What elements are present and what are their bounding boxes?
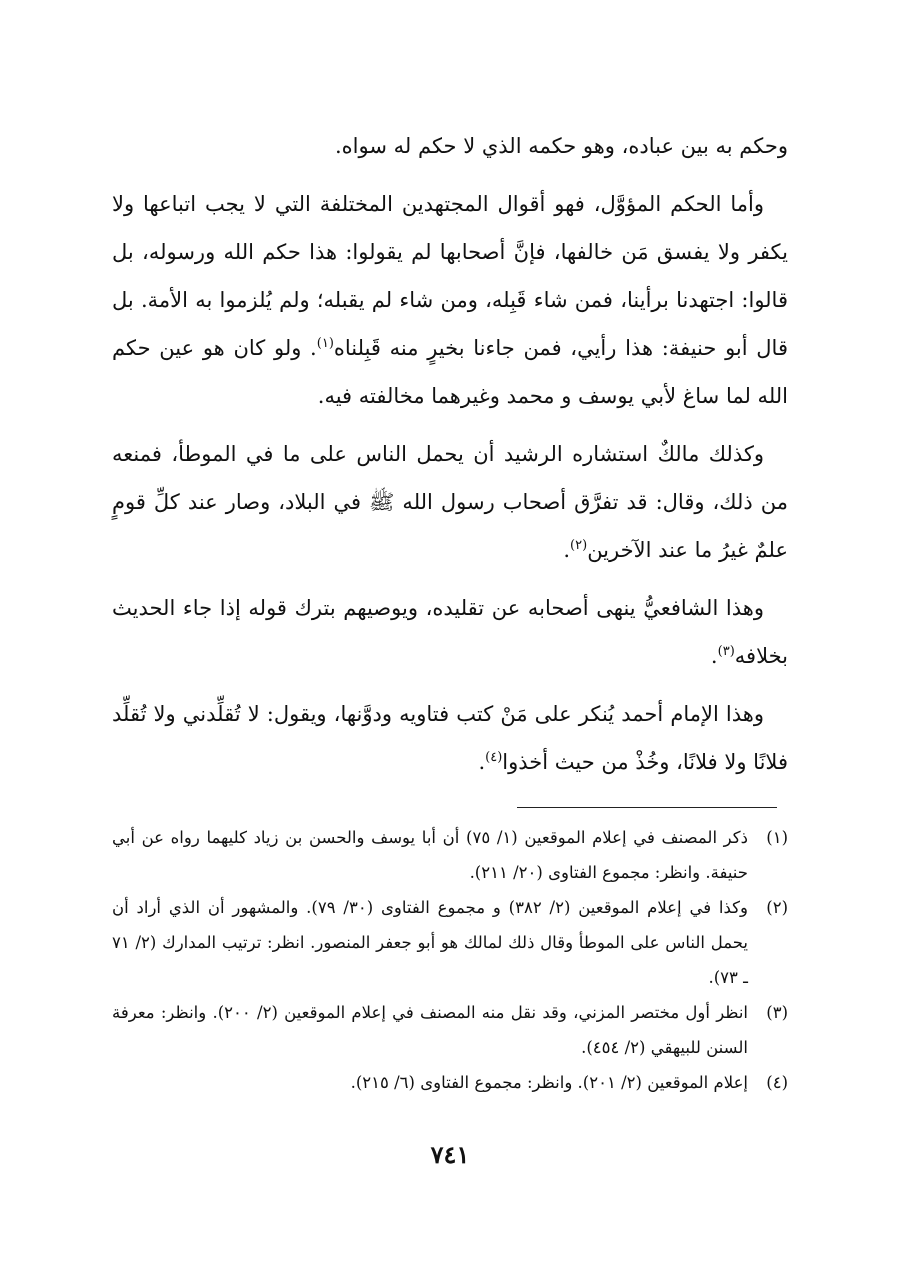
footnote-1 [112, 820, 788, 890]
footnote-number: (٣) [766, 1003, 788, 1022]
footnote-number: (٢) [766, 898, 788, 917]
paragraph-1 [112, 122, 788, 170]
paragraph-4 [112, 584, 788, 680]
footnote-number: (٤) [766, 1073, 788, 1092]
footnote-text: انظر أول مختصر المزني، وقد نقل منه المصنف في إعلام الموقعين (٢/ ٢٠٠). وانظر: معرفة السنن للبيهقي (٢/ ٤٥٤). [112, 1003, 749, 1057]
paragraph-text: . [563, 538, 571, 562]
paragraph-text: وكذلك مالكٌ استشاره الرشيد أن يحمل الناس على ما في الموطأ، فمنعه من ذلك، وقال: قد تفرَّق أصحاب رسول الله ﷺ في البلاد، وصار عند كلِّ قومٍ علمٌ غيرُ ما عند الآخرين [112, 442, 788, 562]
footnote-ref-1[interactable]: (١) [316, 336, 334, 351]
footnote-text: إعلام الموقعين (٢/ ٢٠١). وانظر: مجموع الفتاوى (٦/ ٢١٥). [350, 1073, 748, 1092]
footnote-text: ذكر المصنف في إعلام الموقعين (١/ ٧٥) أن أبا يوسف والحسن بن زياد كليهما رواه عن أبي حنيفة. وانظر: مجموع الفتاوى (٢٠/ ٢١١). [112, 828, 748, 882]
footnote-ref-3[interactable]: (٣) [717, 644, 735, 659]
paragraph-text: وهذا الشافعيُّ ينهى أصحابه عن تقليده، ويوصيهم بترك قوله إذا جاء الحديث بخلافه [112, 596, 788, 668]
paragraph-3 [112, 430, 788, 574]
paragraph-5 [112, 690, 788, 786]
footnote-divider [517, 807, 777, 808]
footnote-ref-2[interactable]: (٢) [570, 538, 588, 553]
paragraph-text: . ولو كان هو عين حكم الله لما ساغ لأبي يوسف و محمد وغيرهما مخالفته فيه. [112, 336, 788, 408]
footnote-2 [112, 890, 788, 995]
footnote-3 [112, 995, 788, 1065]
main-text [112, 122, 788, 796]
paragraph-text: . [710, 644, 718, 668]
page-number: ٧٤١ [430, 1140, 470, 1169]
footnotes [112, 820, 788, 1100]
footnote-ref-4[interactable]: (٤) [485, 750, 503, 765]
footnote-text: وكذا في إعلام الموقعين (٢/ ٣٨٢) و مجموع الفتاوى (٣٠/ ٧٩). والمشهور أن الذي أراد أن يحمل الناس على الموطأ وقال ذلك لمالك هو أبو جعفر المنصور. انظر: ترتيب المدارك (٢/ ٧١ ـ ٧٣). [112, 898, 748, 987]
paragraph-text: وحكم به بين عباده، وهو حكمه الذي لا حكم له سواه. [335, 134, 788, 158]
paragraph-text: . [478, 750, 486, 774]
paragraph-text: وأما الحكم المؤوَّل، فهو أقوال المجتهدين المختلفة التي لا يجب اتباعها ولا يكفر ولا يفسق مَن خالفها، فإنَّ أصحابها لم يقولوا: هذا حكم الله ورسوله، بل قالوا: اجتهدنا برأينا، فمن شاء قَبِله، ومن شاء لم يقبله؛ ولم يُلزموا به الأمة. بل قال أبو حنيفة: هذا رأيي، فمن جاءنا بخيرٍ منه قَبِلناه [112, 192, 788, 360]
footnote-4 [112, 1065, 788, 1100]
paragraph-2 [112, 180, 788, 420]
footnote-number: (١) [766, 828, 788, 847]
paragraph-text: وهذا الإمام أحمد يُنكر على مَنْ كتب فتاويه ودوَّنها، ويقول: لا تُقلِّدني ولا تُقلِّد فلانًا ولا فلانًا، وخُذْ من حيث أخذوا [112, 702, 788, 774]
